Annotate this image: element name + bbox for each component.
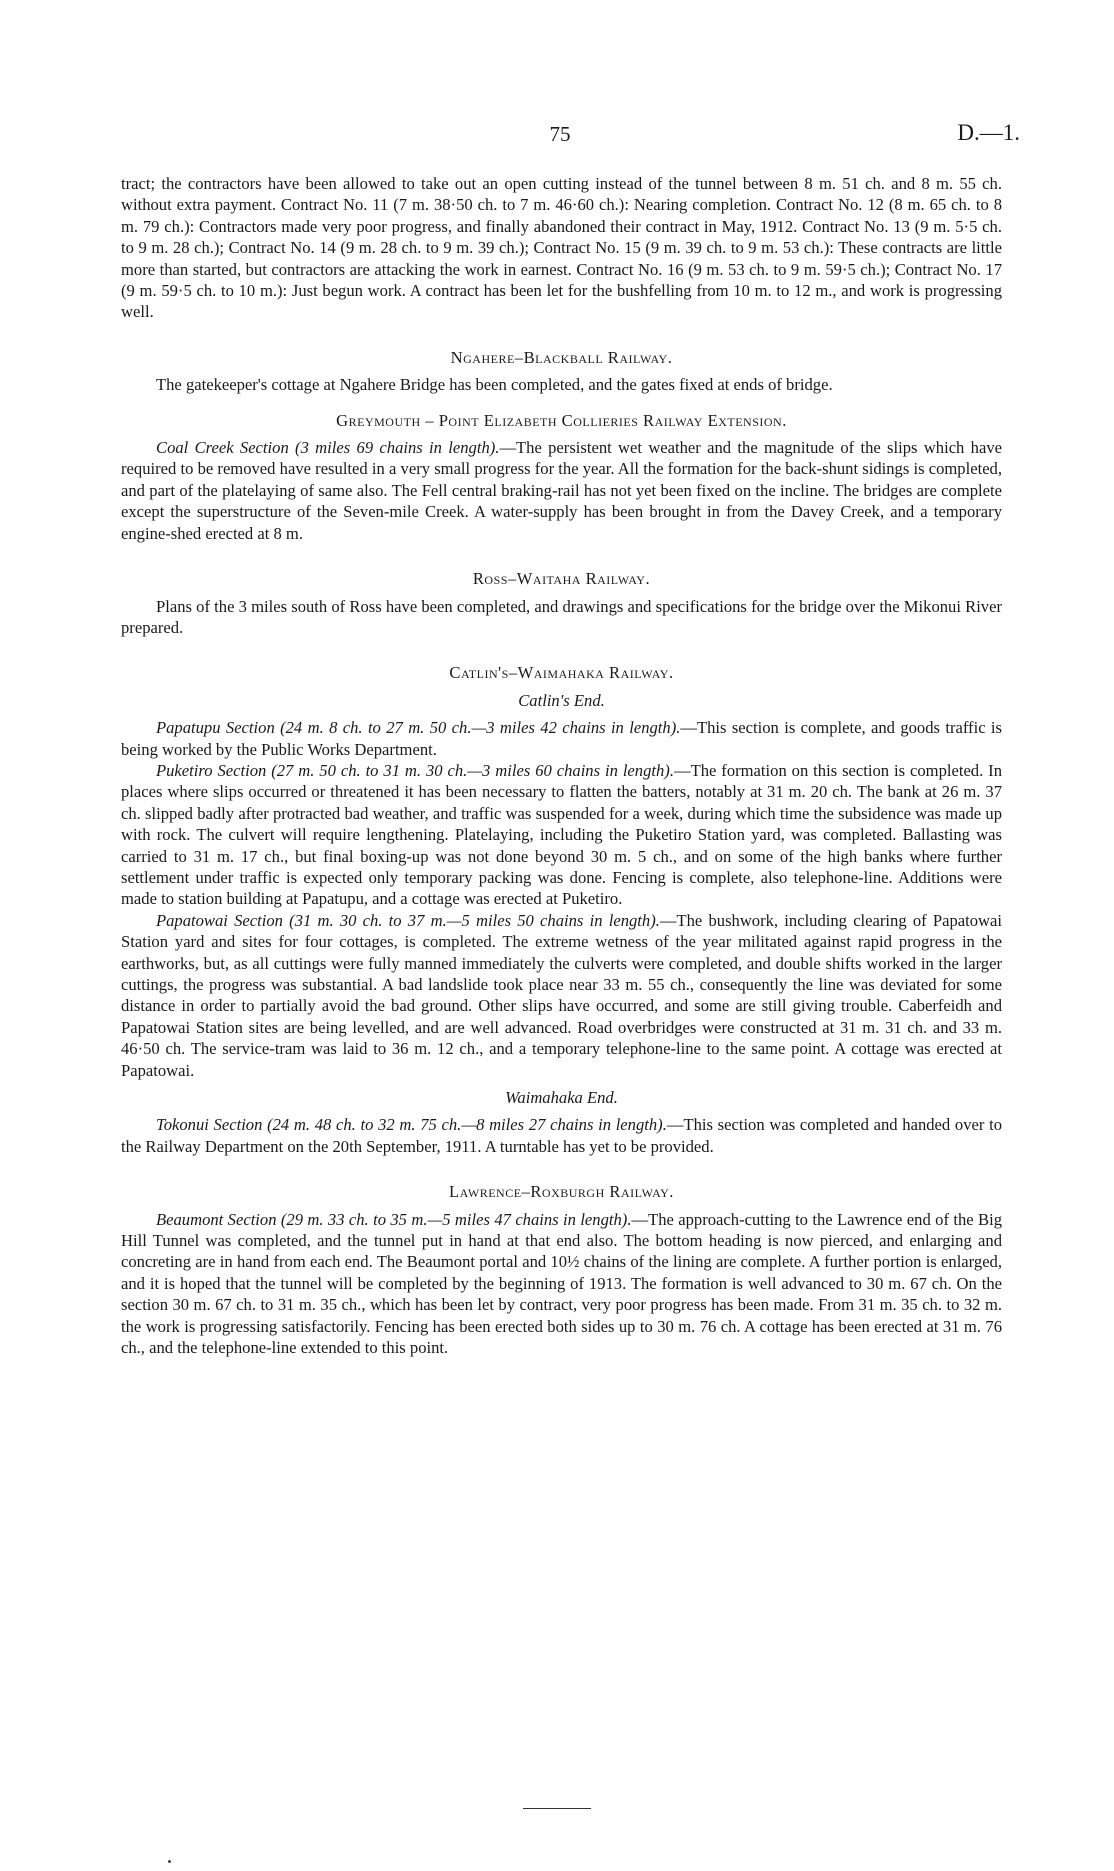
tokonui-paragraph <box>121 1114 1002 1157</box>
report-body <box>121 173 1002 1359</box>
ngahere-paragraph: The gatekeeper's cottage at Ngahere Bridge has been completed, and the gates fixed at ends of bridge. <box>156 375 833 395</box>
ross-paragraph: Plans of the 3 miles south of Ross have been completed, and drawings and specifications for the bridge over the Mikonui River prepared. <box>121 596 1002 637</box>
puketiro-paragraph <box>121 760 1002 910</box>
catlins-end-subheading: Catlin's End. <box>518 690 605 710</box>
page-number: 75 <box>549 122 571 146</box>
end-rule-divider <box>523 1808 591 1809</box>
catlins-heading: Catlin's–Waimahaka Railway. <box>449 663 674 683</box>
tokonui-text: —This section was completed and handed over to the Railway Department on the 20th September, 1911. A turntable has yet to be provided. <box>121 1115 1002 1156</box>
continuation-paragraph: tract; the contractors have been allowed to take out an open cutting instead of the tunnel between 8 m. 51 ch. and 8 m. 55 ch. without extra payment. Contract No. 11 (7 m. 38·50 ch. to 7 m. 46·60 ch.): Nearing completion. Contract No. 12 (8 m. 65 ch. to 8 m. 79 ch.): Contractors made very poor progress, and finally abandoned their contract in May, 1912. Contract No. 13 (9 m. 5·5 ch. to 9 m. 28 ch.); Contract No. 14 (9 m. 28 ch. to 9 m. 39 ch.); Contract No. 15 (9 m. 39 ch. to 9 m. 53 ch.): These contracts are little more than started, but contractors are attacking the work in earnest. Contract No. 16 (9 m. 53 ch. to 9 m. 59·5 ch.); Contract No. 17 (9 m. 59·5 ch. to 10 m.): Just begun work. A contract has been let for the bushfelling from 10 m. to 12 m., and work is progressing well. <box>121 174 1002 322</box>
papatupu-text: —This section is complete, and goods traffic is being worked by the Public Works Department. <box>121 718 1002 759</box>
beaumont-paragraph <box>121 1209 1002 1359</box>
tokonui-section-title: Tokonui Section (24 m. 48 ch. to 32 m. 75 ch.—8 miles 27 chains in length). <box>156 1115 667 1135</box>
puketiro-section-title: Puketiro Section (27 m. 50 ch. to 31 m. 30 ch.—3 miles 60 chains in length). <box>156 760 674 780</box>
coal-creek-section-title: Coal Creek Section (3 miles 69 chains in length). <box>156 438 500 458</box>
coal-creek-text: —The persistent wet weather and the magnitude of the slips which have required to be removed have resulted in a very small progress for the year. All the formation for the back-shunt sidings is completed, and part of the platelaying of same also. The Fell central braking-rail has not yet been fixed on the incline. The bridges are complete except the superstructure of the Seven-mile Creek. A water-supply has been brought in from the Davey Creek, and a temporary engine-shed erected at 8 m. <box>121 438 1002 543</box>
lawrence-heading: Lawrence–Roxburgh Railway. <box>449 1182 674 1202</box>
ross-heading: Ross–Waitaha Railway. <box>472 569 651 589</box>
waimahaka-end-subheading: Waimahaka End. <box>505 1088 618 1108</box>
papatupu-paragraph <box>121 717 1002 760</box>
greymouth-heading: Greymouth – Point Elizabeth Collieries Railway Extension. <box>336 410 787 430</box>
papatowai-paragraph <box>121 910 1002 1081</box>
coal-creek-paragraph <box>121 437 1002 544</box>
stray-ink-mark <box>168 1860 171 1863</box>
ngahere-heading: Ngahere–Blackball Railway. <box>450 347 673 367</box>
papatupu-section-title: Papatupu Section (24 m. 8 ch. to 27 m. 50 ch.—3 miles 42 chains in length). <box>156 718 681 738</box>
puketiro-text: —The formation on this section is completed. In places where slips occurred or threatened it has been necessary to flatten the batters, notably at 31 m. 20 ch. The bank at 26 m. 37 ch. slipped badly after protracted bad weather, and traffic was suspended for a week, during which time the subsidence was made up with rock. The culvert will require lengthening. Platelaying, including the Puketiro Station yard, was completed. Ballasting was carried to 31 m. 17 ch., but final boxing-up was not done beyond 30 m. 5 ch., and on some of the high banks where further settlement under traffic is expected only temporary packing was done. Fencing is complete, also telephone-line. Additions were made to station building at Papatupu, and a cottage was erected at Puketiro. <box>121 760 1003 909</box>
beaumont-text: —The approach-cutting to the Lawrence end of the Big Hill Tunnel was completed, and the tunnel put in hand at that end also. The bottom heading is now pierced, and enlarging and concreting are in hand from each end. The Beaumont portal and 10½ chains of the lining are complete. A further portion is enlarged, and it is hoped that the tunnel will be completed by the beginning of 1913. The formation is well advanced to 30 m. 67 ch. On the section 30 m. 67 ch. to 31 m. 35 ch., which has been let by contract, very poor progress has been made. From 31 m. 35 ch. to 32 m. the work is progressing satisfactorily. Fencing has been erected both sides up to 30 m. 76 ch. A cottage has been erected at 31 m. 76 ch., and the telephone-line extended to this point. <box>121 1209 1002 1358</box>
document-reference: D.—1. <box>957 120 1020 145</box>
papatowai-section-title: Papatowai Section (31 m. 30 ch. to 37 m.—5 miles 50 chains in length). <box>156 910 660 930</box>
papatowai-text: —The bushwork, including clearing of Papatowai Station yard and sites for four cottages, is completed. The extreme wetness of the year militated against rapid progress in the earthworks, but, as all cuttings were fully manned immediately the culverts were completed, and double shifts worked in the larger cuttings, the progress was substantial. A bad landslide took place near 33 m. 55 ch., consequently the line was deviated for some distance in order to partially avoid the bad ground. Other slips have occurred, and some are still giving trouble. Caberfeidh and Papatowai Station sites are being levelled, and are well advanced. Road overbridges were constructed at 31 m. 31 ch. and 33 m. 46·50 ch. The service-tram was laid to 36 m. 12 ch., and a temporary telephone-line to the same point. A cottage was erected at Papatowai. <box>121 910 1002 1080</box>
beaumont-section-title: Beaumont Section (29 m. 33 ch. to 35 m.—5 miles 47 chains in length). <box>156 1209 632 1229</box>
